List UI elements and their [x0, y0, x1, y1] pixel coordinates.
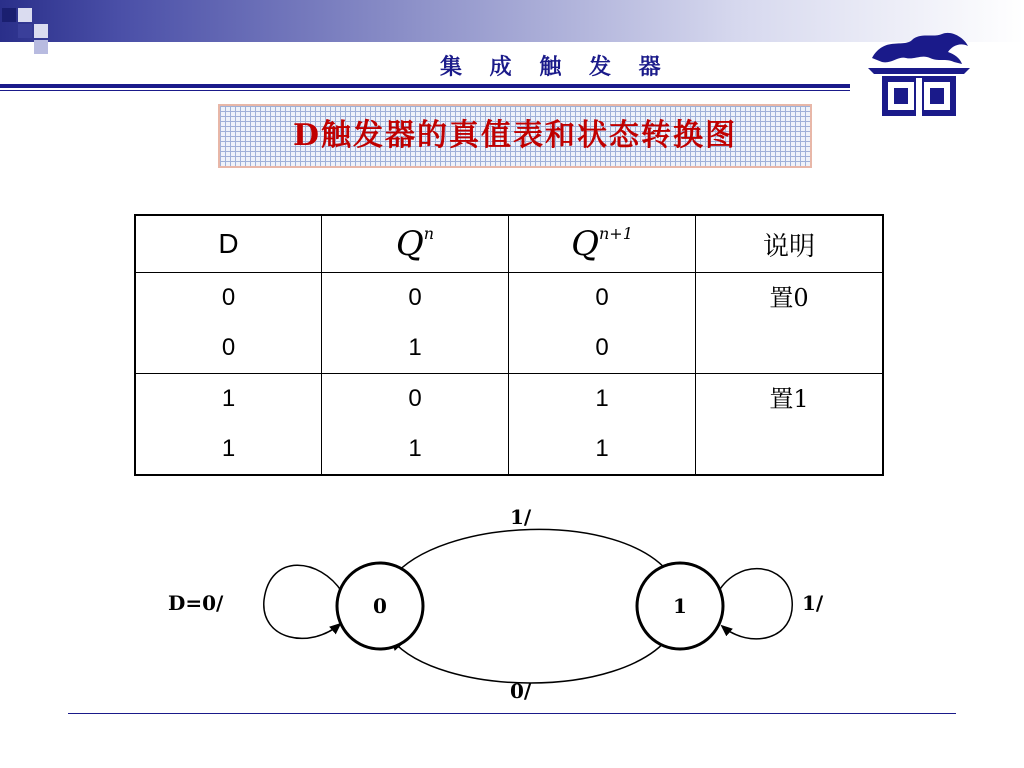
cell-note: 置1 [696, 374, 884, 476]
arc-0-to-1-label: 1/ [510, 505, 532, 529]
cell-value: 1 [221, 385, 236, 412]
state-0-label: 0 [373, 594, 387, 618]
cell-value: 0 [221, 284, 236, 311]
cell-note: 置0 [696, 273, 884, 374]
cell-value: 1 [408, 334, 422, 361]
qn-base: Q [395, 224, 424, 264]
table-header-row [135, 215, 883, 273]
decorative-square [18, 24, 32, 38]
cell-d [135, 374, 322, 476]
table-row [135, 273, 883, 374]
arc-0-to-1-arrow [392, 529, 670, 578]
cell-value: 1 [595, 385, 609, 412]
footer-rule [68, 713, 956, 714]
col-header-note: 说明 [696, 215, 884, 273]
arc-1-to-0-label: 0/ [510, 679, 532, 703]
self-loop-1-label: 1/ [802, 591, 824, 615]
table-row [135, 374, 883, 476]
col-header-d: D [135, 215, 322, 273]
arc-1-to-0-arrow [392, 636, 670, 683]
cell-qn1 [509, 273, 696, 374]
cell-qn [322, 273, 509, 374]
cell-value: 1 [221, 435, 236, 462]
self-loop-0-label: D=0/ [168, 591, 224, 615]
header-rule-thin [0, 90, 850, 91]
slide-title-box [218, 104, 812, 168]
cell-value: 0 [595, 284, 609, 311]
cell-qn [322, 374, 509, 476]
qn1-base: Q [571, 224, 599, 264]
state-1-label: 1 [673, 594, 687, 618]
state-diagram [160, 500, 860, 710]
self-loop-0-arrow [264, 565, 342, 638]
university-logo [864, 28, 974, 120]
decorative-square [2, 8, 16, 22]
cell-qn1 [509, 374, 696, 476]
self-loop-1-arrow [716, 569, 792, 639]
decorative-square [34, 24, 48, 38]
cell-value: 0 [595, 334, 609, 361]
cell-d [135, 273, 322, 374]
header-title: 集 成 触 发 器 [440, 54, 671, 80]
truth-table [134, 214, 884, 476]
header-rule [0, 84, 850, 88]
decorative-square [18, 8, 32, 22]
cell-value: 1 [595, 435, 609, 462]
decorative-square [34, 40, 48, 54]
cell-value: 0 [408, 284, 422, 311]
cell-value: 0 [408, 385, 422, 412]
cell-value: 1 [408, 435, 422, 462]
slide-title: D触发器的真值表和状态转换图 [292, 118, 737, 153]
qn1-sup: n+1 [598, 224, 633, 243]
qn-sup: n [423, 224, 435, 243]
cell-value: 0 [221, 334, 236, 361]
col-header-qn1 [509, 215, 696, 273]
col-header-qn [322, 215, 509, 273]
